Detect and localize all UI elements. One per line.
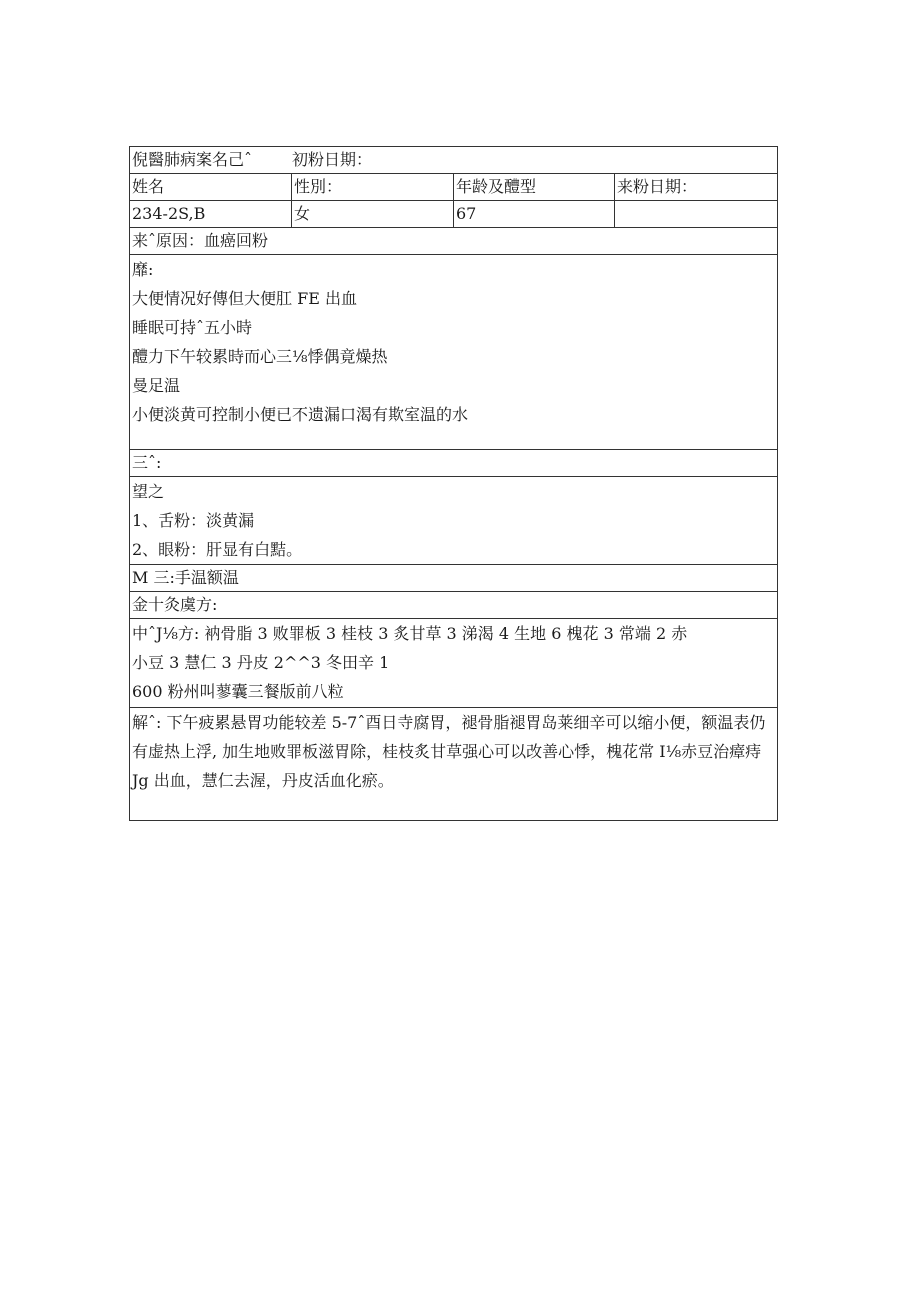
age-type-label: 年龄及醴型 — [454, 174, 615, 201]
value-row — [130, 201, 778, 228]
prescription-line: 中ˆJ⅛方: 衲骨脂 3 败罪板 3 桂枝 3 炙甘草 3 涕渴 4 生地 6 槐花 3 常端 2 赤 — [132, 624, 688, 643]
touch-diagnosis: M 三:手温额温 — [130, 565, 778, 592]
diagnosis-title: 三ˆ: — [130, 450, 778, 477]
complaint-line: 曼足温 — [132, 376, 181, 395]
explanation-text: 解ˆ: 下午疲累悬胃功能较差 5-7ˆ酉日寺腐胃，褪骨脂褪胃岛莱细辛可以缩小便，额温表仍有虚热上浮, 加生地败罪板滋胃除，桂枝炙甘草强心可以改善心悸，槐花常 I⅛赤豆治瘴痔 Jg 出血，慧仁去渥，丹皮活血化瘀。 — [130, 708, 778, 821]
look-line: 1、舌粉：淡黄漏 — [132, 511, 255, 530]
prescription-line: 小豆 3 慧仁 3 丹皮 2^^3 冬田辛 1 — [132, 653, 390, 672]
prescription-row — [130, 619, 778, 708]
complaint-line: 睡眠可持ˆ五小時 — [132, 318, 253, 337]
name-label: 姓名 — [130, 174, 292, 201]
prescription-title-row — [130, 592, 778, 619]
medical-record-table — [129, 146, 778, 821]
complaint-line: 醴力下午较累時而心三⅛悸偶竟燥热 — [132, 347, 388, 366]
gender-value: 女 — [292, 201, 454, 228]
diagnosis-row — [130, 450, 778, 477]
gender-label: 性別： — [292, 174, 454, 201]
complaint-title: 靡: — [132, 260, 154, 279]
header-cell — [130, 147, 778, 174]
record-title: 倪醫肺病案名己ˆ — [132, 150, 253, 169]
age-value: 67 — [454, 201, 615, 228]
explanation-row — [130, 708, 778, 821]
visit-date-value — [615, 201, 778, 228]
header-row — [130, 147, 778, 174]
complaint-cell — [130, 255, 778, 450]
look-title: 望之 — [132, 482, 165, 501]
visit-reason: 来ˆ原因：血癌回粉 — [130, 228, 778, 255]
name-value: 234-2S,B — [130, 201, 292, 228]
look-row — [130, 477, 778, 565]
prescription-title: 金十灸虞方: — [130, 592, 778, 619]
complaint-row — [130, 255, 778, 450]
first-visit-date-label: 初粉日期： — [292, 150, 373, 169]
touch-row — [130, 565, 778, 592]
prescription-cell — [130, 619, 778, 708]
look-line: 2、眼粉：肝显有白黠。 — [132, 540, 303, 559]
complaint-line: 大便情况好傳但大便肛 FE 出血 — [132, 289, 357, 308]
label-row — [130, 174, 778, 201]
reason-row — [130, 228, 778, 255]
complaint-line: 小便淡黄可控制小便已不遗漏口渴有欺室温的水 — [132, 405, 469, 424]
prescription-line: 600 粉州叫蓼囊三餐版前八粒 — [132, 682, 344, 701]
visit-date-label: 来粉日期： — [615, 174, 778, 201]
look-cell — [130, 477, 778, 565]
